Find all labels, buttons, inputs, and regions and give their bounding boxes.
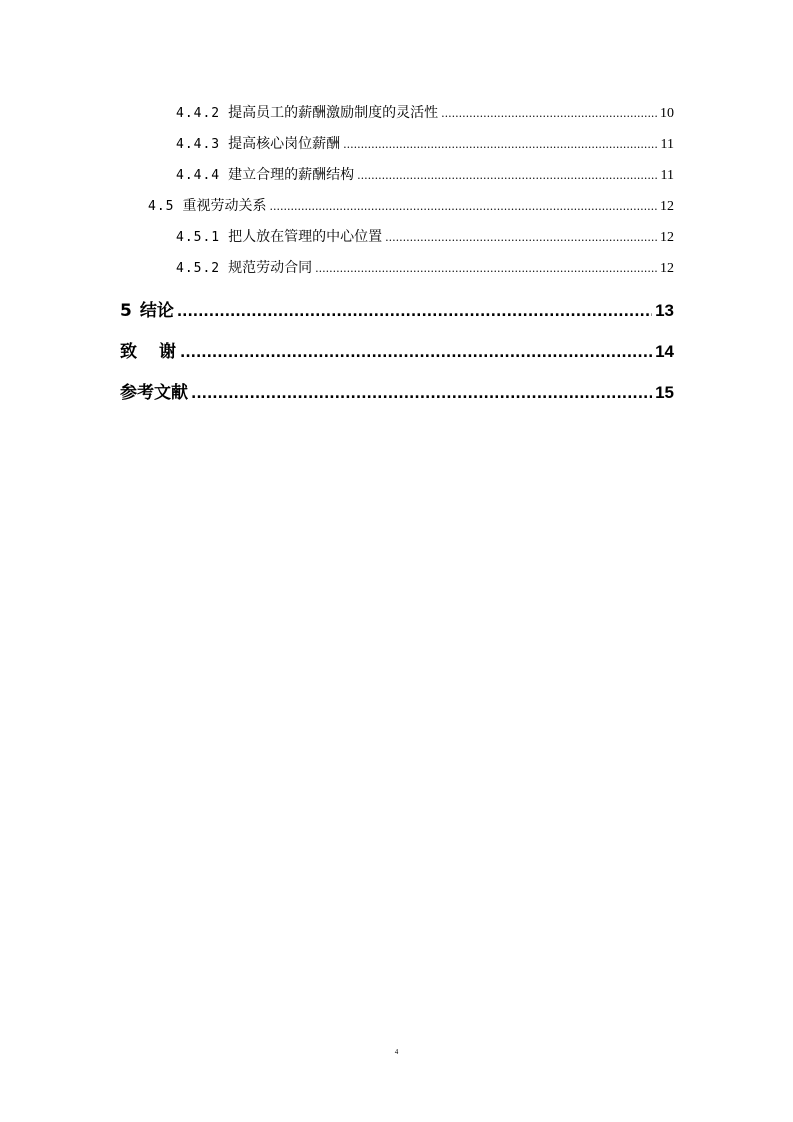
toc-entry-number: 4.5.2 [176,261,221,276]
toc-entry-number: 4.4.3 [176,137,221,152]
table-of-contents [120,98,674,413]
dot-leader [315,253,657,284]
dot-leader [177,292,652,333]
toc-entry-page: 15 [655,383,674,402]
toc-entry-title: 结论 [139,301,174,321]
toc-entry-title: 提高核心岗位薪酬 [228,136,341,152]
toc-entry-title: 参考文献 [120,383,188,403]
dot-leader [357,160,657,191]
toc-entry-page: 12 [660,230,674,245]
toc-entry-page: 13 [655,301,674,320]
dot-leader [343,129,657,160]
toc-entry-4-5[interactable] [120,191,674,222]
dot-leader [191,374,652,415]
page-number: 4 [394,1048,399,1056]
toc-entry-4-4-3[interactable] [120,129,674,160]
toc-entry-acknowledgements[interactable] [120,331,674,372]
toc-entry-number: 4.5.1 [176,230,221,245]
toc-entry-5[interactable] [120,290,674,331]
toc-entry-number: 4.5 [148,199,175,214]
toc-entry-title: 致谢 [120,342,198,362]
toc-entry-page: 11 [660,168,674,183]
toc-entry-4-4-4[interactable] [120,160,674,191]
toc-entry-page: 12 [660,261,674,276]
toc-entry-title: 重视劳动关系 [182,198,267,214]
toc-entry-number: 4.4.4 [176,168,221,183]
toc-entry-4-5-2[interactable] [120,253,674,284]
toc-entry-4-5-1[interactable] [120,222,674,253]
toc-entry-title: 提高员工的薪酬激励制度的灵活性 [228,105,439,121]
toc-entry-4-4-2[interactable] [120,98,674,129]
toc-entry-page: 11 [660,137,674,152]
dot-leader [441,98,657,129]
dot-leader [385,222,657,253]
toc-entry-title: 把人放在管理的中心位置 [228,229,383,245]
toc-entry-number: 4.4.2 [176,106,221,121]
toc-entry-number: 5 [120,301,132,321]
dot-leader [180,333,652,374]
toc-entry-title: 建立合理的薪酬结构 [228,167,355,183]
toc-entry-references[interactable] [120,372,674,413]
toc-entry-page: 10 [660,106,674,121]
toc-entry-page: 12 [660,199,674,214]
toc-entry-title: 规范劳动合同 [228,260,313,276]
toc-entry-page: 14 [655,342,674,361]
dot-leader [269,191,657,222]
